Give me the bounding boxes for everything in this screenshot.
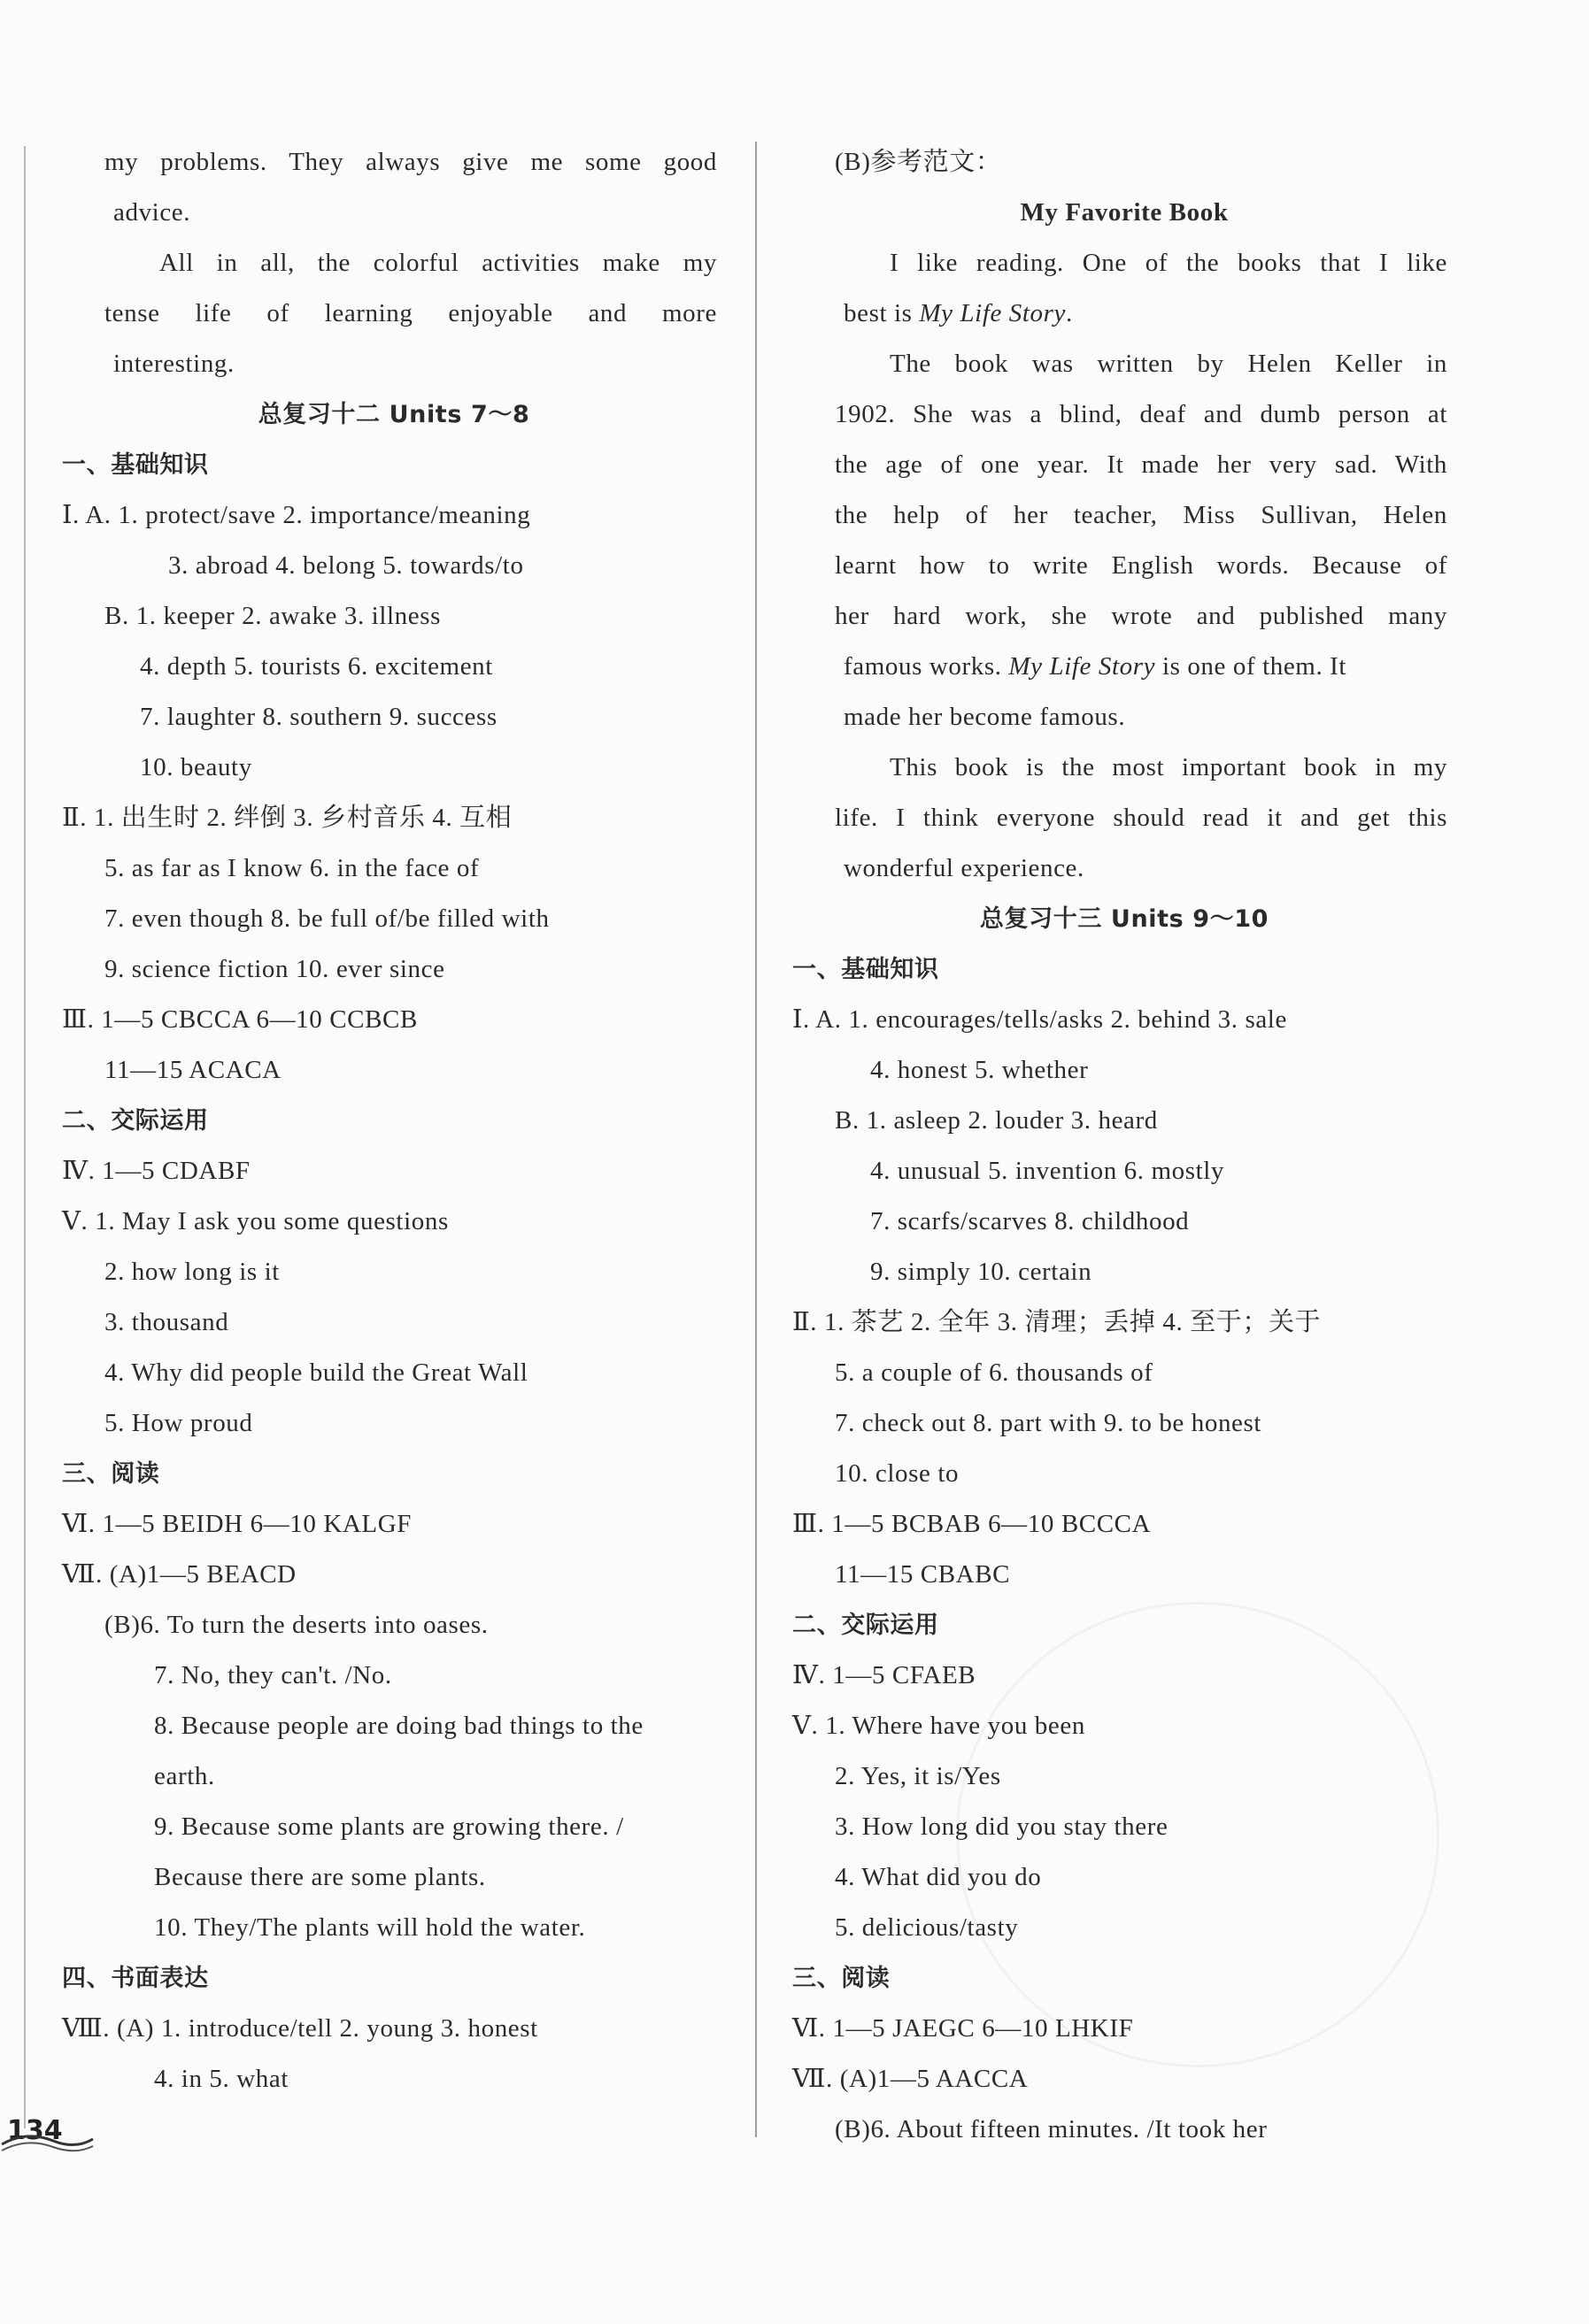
- text-line: the help of her teacher, Miss Sullivan, Helen: [835, 501, 1447, 529]
- left-column: [62, 137, 726, 2105]
- text-line: 4. depth 5. tourists 6. excitement: [140, 652, 493, 681]
- text-line: 4. honest 5. whether: [870, 1056, 1089, 1084]
- book-title: My Life Story: [1008, 652, 1156, 681]
- line-text: famous works.: [844, 652, 1009, 681]
- page-number-ornament: [0, 2128, 97, 2155]
- text-line: (B)6. About fifteen minutes. /It took her: [835, 2115, 1268, 2143]
- text-line: 三、阅读: [62, 1460, 160, 1488]
- text-line: 4. What did you do: [835, 1863, 1042, 1891]
- book-title: My Life Story: [919, 299, 1067, 327]
- text-line: 总复习十二 Units 7～8: [258, 401, 530, 428]
- text-line: Ⅰ. A. 1. protect/save 2. importance/meaning: [62, 501, 531, 529]
- line-text: best is: [844, 299, 920, 327]
- text-line: 9. simply 10. certain: [870, 1258, 1092, 1286]
- text-line: life. I think everyone should read it and get this: [835, 804, 1447, 832]
- text-line: Ⅴ. 1. Where have you been: [792, 1712, 1085, 1740]
- text-line: 2. Yes, it is/Yes: [835, 1762, 1001, 1790]
- text-line: Ⅳ. 1—5 CDABF: [62, 1157, 251, 1185]
- text-line: 9. Because some plants are growing there. /: [154, 1812, 624, 1841]
- text-line: 7. even though 8. be full of/be filled with: [104, 904, 550, 933]
- text-line: All in all, the colorful activities make my: [159, 249, 717, 277]
- text-line: (B)6. To turn the deserts into oases.: [104, 1611, 489, 1639]
- text-line: 3. thousand: [104, 1308, 229, 1336]
- text-line: tense life of learning enjoyable and more: [104, 299, 717, 327]
- text-line: earth.: [154, 1762, 215, 1790]
- text-line: wonderful experience.: [844, 854, 1084, 882]
- text-line: 8. Because people are doing bad things to the: [154, 1712, 644, 1740]
- text-line: 9. science fiction 10. ever since: [104, 955, 445, 983]
- text-line: Ⅶ. (A)1—5 AACCA: [792, 2065, 1029, 2093]
- text-line: Ⅳ. 1—5 CFAEB: [792, 1661, 976, 1689]
- line-text: .: [1066, 299, 1073, 327]
- text-line: 10. They/The plants will hold the water.: [154, 1913, 586, 1942]
- text-line: 7. No, they can't. /No.: [154, 1661, 392, 1689]
- text-line: 5. as far as I know 6. in the face of: [104, 854, 480, 882]
- text-line: 11—15 CBABC: [835, 1560, 1011, 1589]
- text-line: 4. unusual 5. invention 6. mostly: [870, 1157, 1225, 1185]
- text-line: learnt how to write English words. Because of: [835, 551, 1447, 580]
- text-line: I like reading. One of the books that I like: [890, 249, 1447, 277]
- text-line: (B)参考范文：: [835, 148, 1002, 176]
- text-line: Ⅲ. 1—5 CBCCA 6—10 CCBCB: [62, 1005, 418, 1034]
- text-line: 7. laughter 8. southern 9. success: [140, 703, 498, 731]
- column-divider: [755, 142, 757, 2137]
- text-line: My Favorite Book: [1020, 198, 1229, 227]
- text-line: 2. how long is it: [104, 1258, 280, 1286]
- text-line: Ⅵ. 1—5 BEIDH 6—10 KALGF: [62, 1510, 412, 1538]
- text-line: 11—15 ACACA: [104, 1056, 282, 1084]
- text-line: 5. a couple of 6. thousands of: [835, 1358, 1153, 1387]
- text-line: 4. in 5. what: [154, 2065, 289, 2093]
- text-line: 二、交际运用: [62, 1107, 209, 1135]
- page-margin-line: [24, 146, 26, 2128]
- text-line: B. 1. keeper 2. awake 3. illness: [104, 602, 441, 630]
- text-line: advice.: [113, 198, 191, 227]
- text-line: 二、交际运用: [792, 1612, 939, 1639]
- text-line: Ⅱ. 1. 茶艺 2. 全年 3. 清理；丢掉 4. 至于；关于: [792, 1308, 1322, 1336]
- text-line: 三、阅读: [792, 1965, 891, 1992]
- text-line: her hard work, she wrote and published many: [835, 602, 1447, 630]
- text-line: This book is the most important book in my: [890, 753, 1447, 781]
- line-text: is one of them. It: [1155, 652, 1347, 681]
- text-line: made her become famous.: [844, 703, 1126, 731]
- text-line: 7. check out 8. part with 9. to be honest: [835, 1409, 1262, 1437]
- text-line: my problems. They always give me some good: [104, 148, 717, 176]
- text-line: 4. Why did people build the Great Wall: [104, 1358, 528, 1387]
- text-line: 3. How long did you stay there: [835, 1812, 1169, 1841]
- text-line: Ⅴ. 1. May I ask you some questions: [62, 1207, 449, 1235]
- text-line: Ⅲ. 1—5 BCBAB 6—10 BCCCA: [792, 1510, 1152, 1538]
- text-line: the age of one year. It made her very sad. With: [835, 450, 1447, 479]
- right-column: [792, 137, 1456, 2155]
- text-line: The book was written by Helen Keller in: [890, 350, 1447, 378]
- text-line: Ⅱ. 1. 出生时 2. 绊倒 3. 乡村音乐 4. 互相: [62, 804, 513, 832]
- text-line: 一、基础知识: [792, 956, 939, 983]
- text-line: 10. beauty: [140, 753, 252, 781]
- text-line: 1902. She was a blind, deaf and dumb person at: [835, 400, 1447, 428]
- text-line: 总复习十三 Units 9～10: [979, 905, 1269, 933]
- text-line: interesting.: [113, 350, 235, 378]
- text-line: Ⅶ. (A)1—5 BEACD: [62, 1560, 297, 1589]
- page-number: 134: [7, 2115, 63, 2146]
- text-line: Because there are some plants.: [154, 1863, 486, 1891]
- text-line: 3. abroad 4. belong 5. towards/to: [168, 551, 524, 580]
- text-line: Ⅷ. (A) 1. introduce/tell 2. young 3. honest: [62, 2014, 538, 2043]
- text-line: B. 1. asleep 2. louder 3. heard: [835, 1106, 1158, 1135]
- text-line: Ⅰ. A. 1. encourages/tells/asks 2. behind 3. sale: [792, 1005, 1287, 1034]
- text-line: 一、基础知识: [62, 451, 209, 479]
- text-line: 10. close to: [835, 1459, 960, 1488]
- text-line: Ⅵ. 1—5 JAEGC 6—10 LHKIF: [792, 2014, 1134, 2043]
- text-line: 5. delicious/tasty: [835, 1913, 1019, 1942]
- text-line: 7. scarfs/scarves 8. childhood: [870, 1207, 1190, 1235]
- text-line: 5. How proud: [104, 1409, 253, 1437]
- text-line: 四、书面表达: [62, 1965, 209, 1992]
- text-line: [792, 289, 1456, 339]
- text-line: [792, 642, 1456, 692]
